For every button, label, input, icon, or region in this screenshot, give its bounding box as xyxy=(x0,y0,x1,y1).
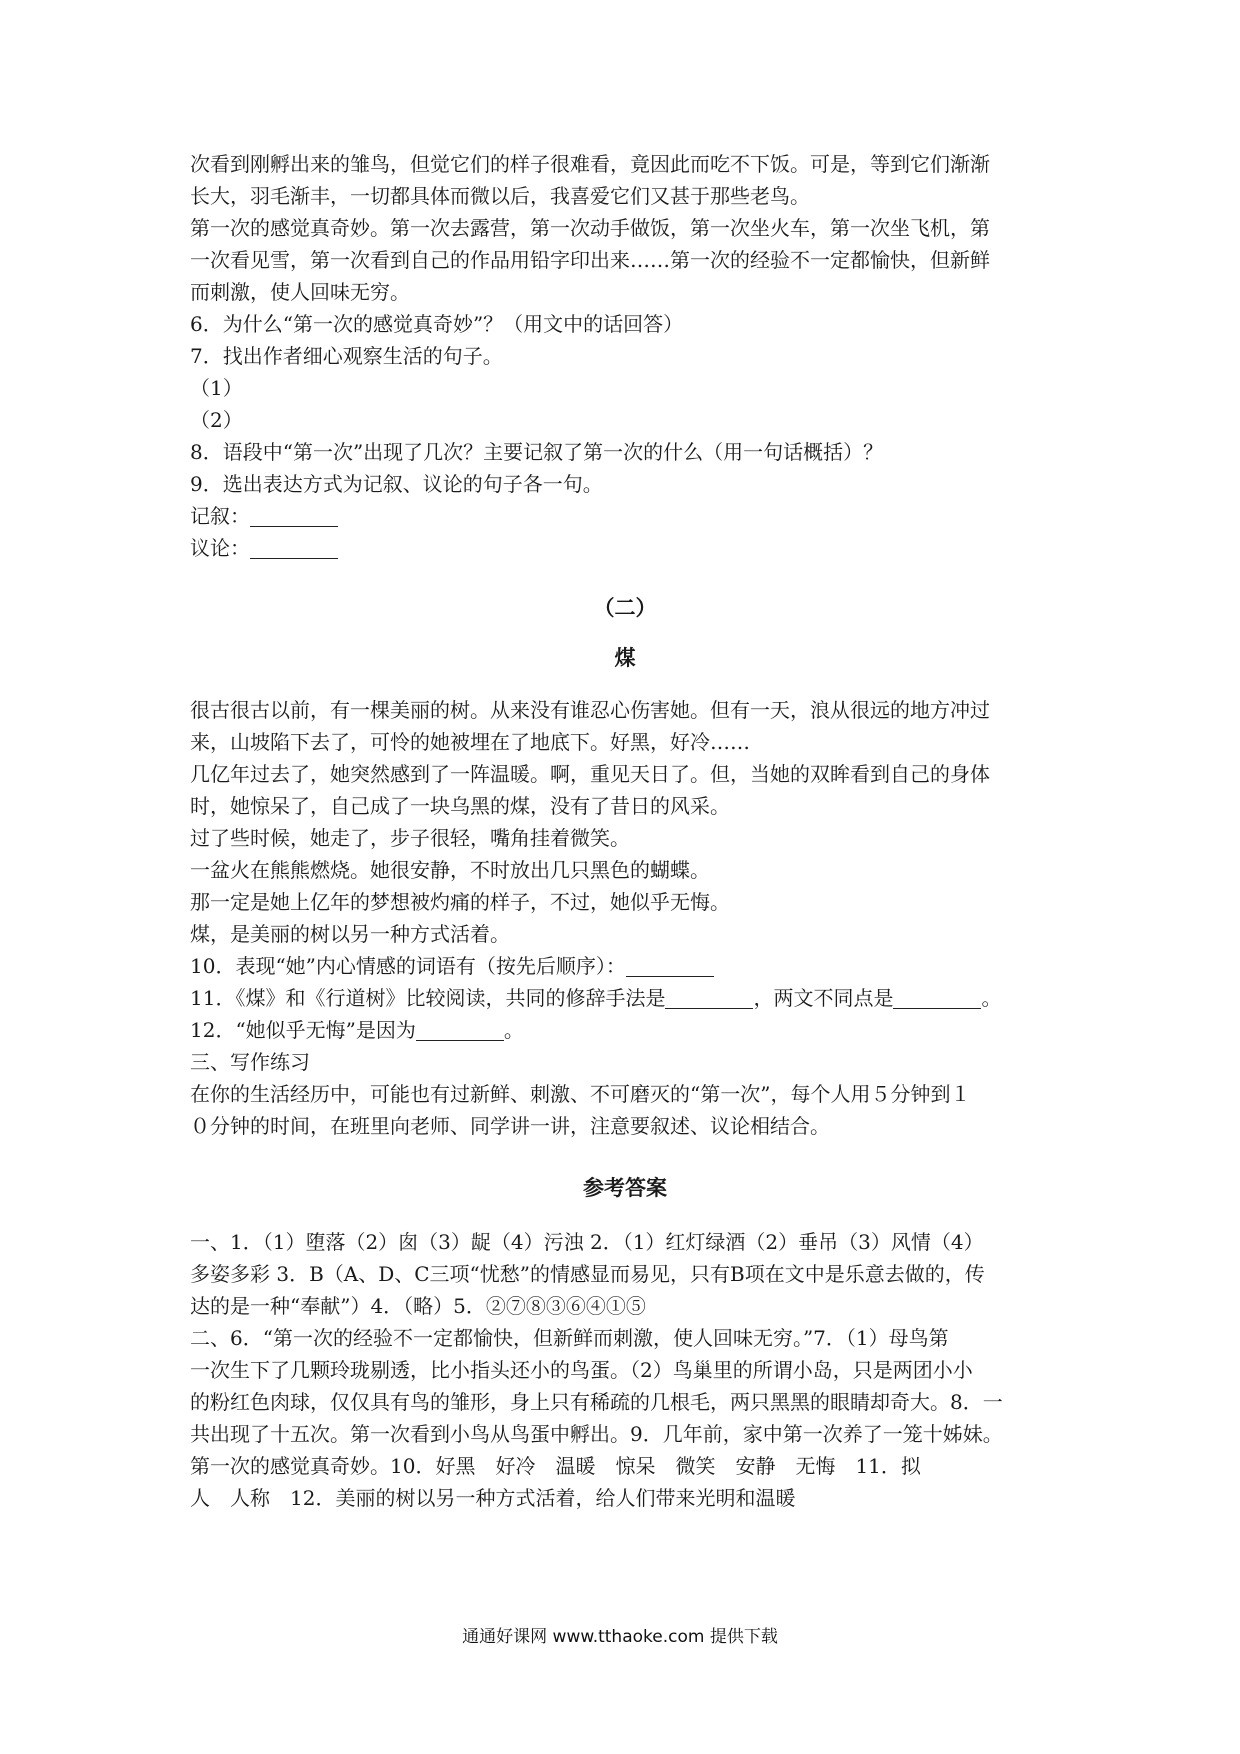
answer-blank xyxy=(416,1018,504,1041)
question-11-text-b: ，两文不同点是 xyxy=(753,986,894,1010)
question-7-sub-1: （1） xyxy=(190,376,243,400)
answer-blank xyxy=(626,954,714,977)
answer-line: 达的是一种“奉献”）4．（略）5．②⑦⑧③⑥④①⑤ xyxy=(190,1294,646,1318)
passage-line: 长大，羽毛渐丰，一切都具体而微以后，我喜爱它们又甚于那些老鸟。 xyxy=(190,184,810,208)
question-6: 6．为什么“第一次的感觉真奇妙”？（用文中的话回答） xyxy=(190,312,684,336)
question-11-text-a: 11．《煤》和《行道树》比较阅读，共同的修辞手法是 xyxy=(190,986,666,1010)
question-10-text: 10．表现“她”内心情感的词语有（按先后顺序）： xyxy=(190,954,626,978)
answer-line: 人 人称 12．美丽的树以另一种方式活着，给人们带来光明和温暖 xyxy=(190,1486,796,1510)
writing-heading: 三、写作练习 xyxy=(190,1050,310,1074)
question-9-argument xyxy=(190,532,1060,564)
passage-title: 煤 xyxy=(614,646,636,670)
question-9-narration xyxy=(190,500,1060,532)
answer-line: 多姿多彩 3．B（A、D、C三项“忧愁”的情感显而易见，只有B项在文中是乐意去做的，传 xyxy=(190,1262,985,1286)
question-12 xyxy=(190,1014,1060,1046)
answer-line: 的粉红色肉球，仅仅具有鸟的雏形，身上只有稀疏的几根毛，两只黑黑的眼睛却奇大。8．一 xyxy=(190,1390,1003,1414)
answer-blank xyxy=(665,986,753,1009)
answer-blank xyxy=(893,986,981,1009)
passage-line: 很古很古以前，有一棵美丽的树。从来没有谁忍心伤害她。但有一天，浪从很远的地方冲过 xyxy=(190,698,990,722)
passage-line: 一盆火在熊熊燃烧。她很安静，不时放出几只黑色的蝴蝶。 xyxy=(190,858,710,882)
answer-line: 第一次的感觉真奇妙。10．好黑 好冷 温暖 惊呆 微笑 安静 无悔 11．拟 xyxy=(190,1454,921,1478)
answer-line: 共出现了十五次。第一次看到小鸟从鸟蛋中孵出。9．几年前，家中第一次养了一笼十姊妹。 xyxy=(190,1422,1003,1446)
passage-line: 次看到刚孵出来的雏鸟，但觉它们的样子很难看，竟因此而吃不下饭。可是，等到它们渐渐 xyxy=(190,152,990,176)
question-10 xyxy=(190,950,1060,982)
question-12-text-b: 。 xyxy=(503,1018,524,1042)
question-11 xyxy=(190,982,1060,1014)
argument-label: 议论： xyxy=(190,536,250,560)
passage-line: 来，山坡陷下去了，可怜的她被埋在了地底下。好黑，好冷…… xyxy=(190,730,750,754)
document-page xyxy=(190,148,1060,1514)
writing-prompt-line: ０分钟的时间，在班里向老师、同学讲一讲，注意要叙述、议论相结合。 xyxy=(190,1114,830,1138)
passage-line: 第一次的感觉真奇妙。第一次去露营，第一次动手做饭，第一次坐火车，第一次坐飞机，第 xyxy=(190,216,990,240)
question-12-text-a: 12．“她似乎无悔”是因为 xyxy=(190,1018,416,1042)
answer-line: 一次生下了几颗玲珑剔透，比小指头还小的鸟蛋。（2）鸟巢里的所谓小岛，只是两团小小 xyxy=(190,1358,973,1382)
passage-line: 几亿年过去了，她突然感到了一阵温暖。啊，重见天日了。但，当她的双眸看到自己的身体 xyxy=(190,762,990,786)
section-label: （二） xyxy=(593,596,657,620)
question-11-text-c: 。 xyxy=(981,986,1002,1010)
question-7-sub-2: （2） xyxy=(190,408,243,432)
passage-two xyxy=(190,694,1060,950)
passage-line: 过了些时候，她走了，步子很轻，嘴角挂着微笑。 xyxy=(190,826,630,850)
passage-line: 那一定是她上亿年的梦想被灼痛的样子，不过，她似乎无悔。 xyxy=(190,890,730,914)
answers-block xyxy=(190,1226,1060,1514)
passage-one-tail xyxy=(190,148,1060,308)
narration-label: 记叙： xyxy=(190,504,250,528)
page-footer: 通通好课网 www.tthaoke.com 提供下载 xyxy=(462,1627,778,1647)
answer-blank xyxy=(250,504,338,527)
passage-line: 而刺激，使人回味无穷。 xyxy=(190,280,410,304)
question-8: 8．语段中“第一次”出现了几次？主要记叙了第一次的什么（用一句话概括）？ xyxy=(190,440,884,464)
passage-line: 时，她惊呆了，自己成了一块乌黑的煤，没有了昔日的风采。 xyxy=(190,794,730,818)
passage-line: 一次看见雪，第一次看到自己的作品用铅字印出来……第一次的经验不一定都愉快，但新鲜 xyxy=(190,248,990,272)
answer-line: 二、6．“第一次的经验不一定都愉快，但新鲜而刺激，使人回味无穷。”7．（1）母鸟第 xyxy=(190,1326,949,1350)
question-7: 7．找出作者细心观察生活的句子。 xyxy=(190,344,503,368)
answer-blank xyxy=(250,536,338,559)
writing-prompt-line: 在你的生活经历中，可能也有过新鲜、刺激、不可磨灭的“第一次”，每个人用５分钟到１ xyxy=(190,1082,971,1106)
answers-title: 参考答案 xyxy=(583,1176,667,1200)
answer-line: 一、1．（1）堕落（2）囱（3）龊（4）污浊 2．（1）红灯绿酒（2）垂吊（3）风情（4） xyxy=(190,1230,984,1254)
question-9: 9．选出表达方式为记叙、议论的句子各一句。 xyxy=(190,472,603,496)
passage-line: 煤，是美丽的树以另一种方式活着。 xyxy=(190,922,510,946)
